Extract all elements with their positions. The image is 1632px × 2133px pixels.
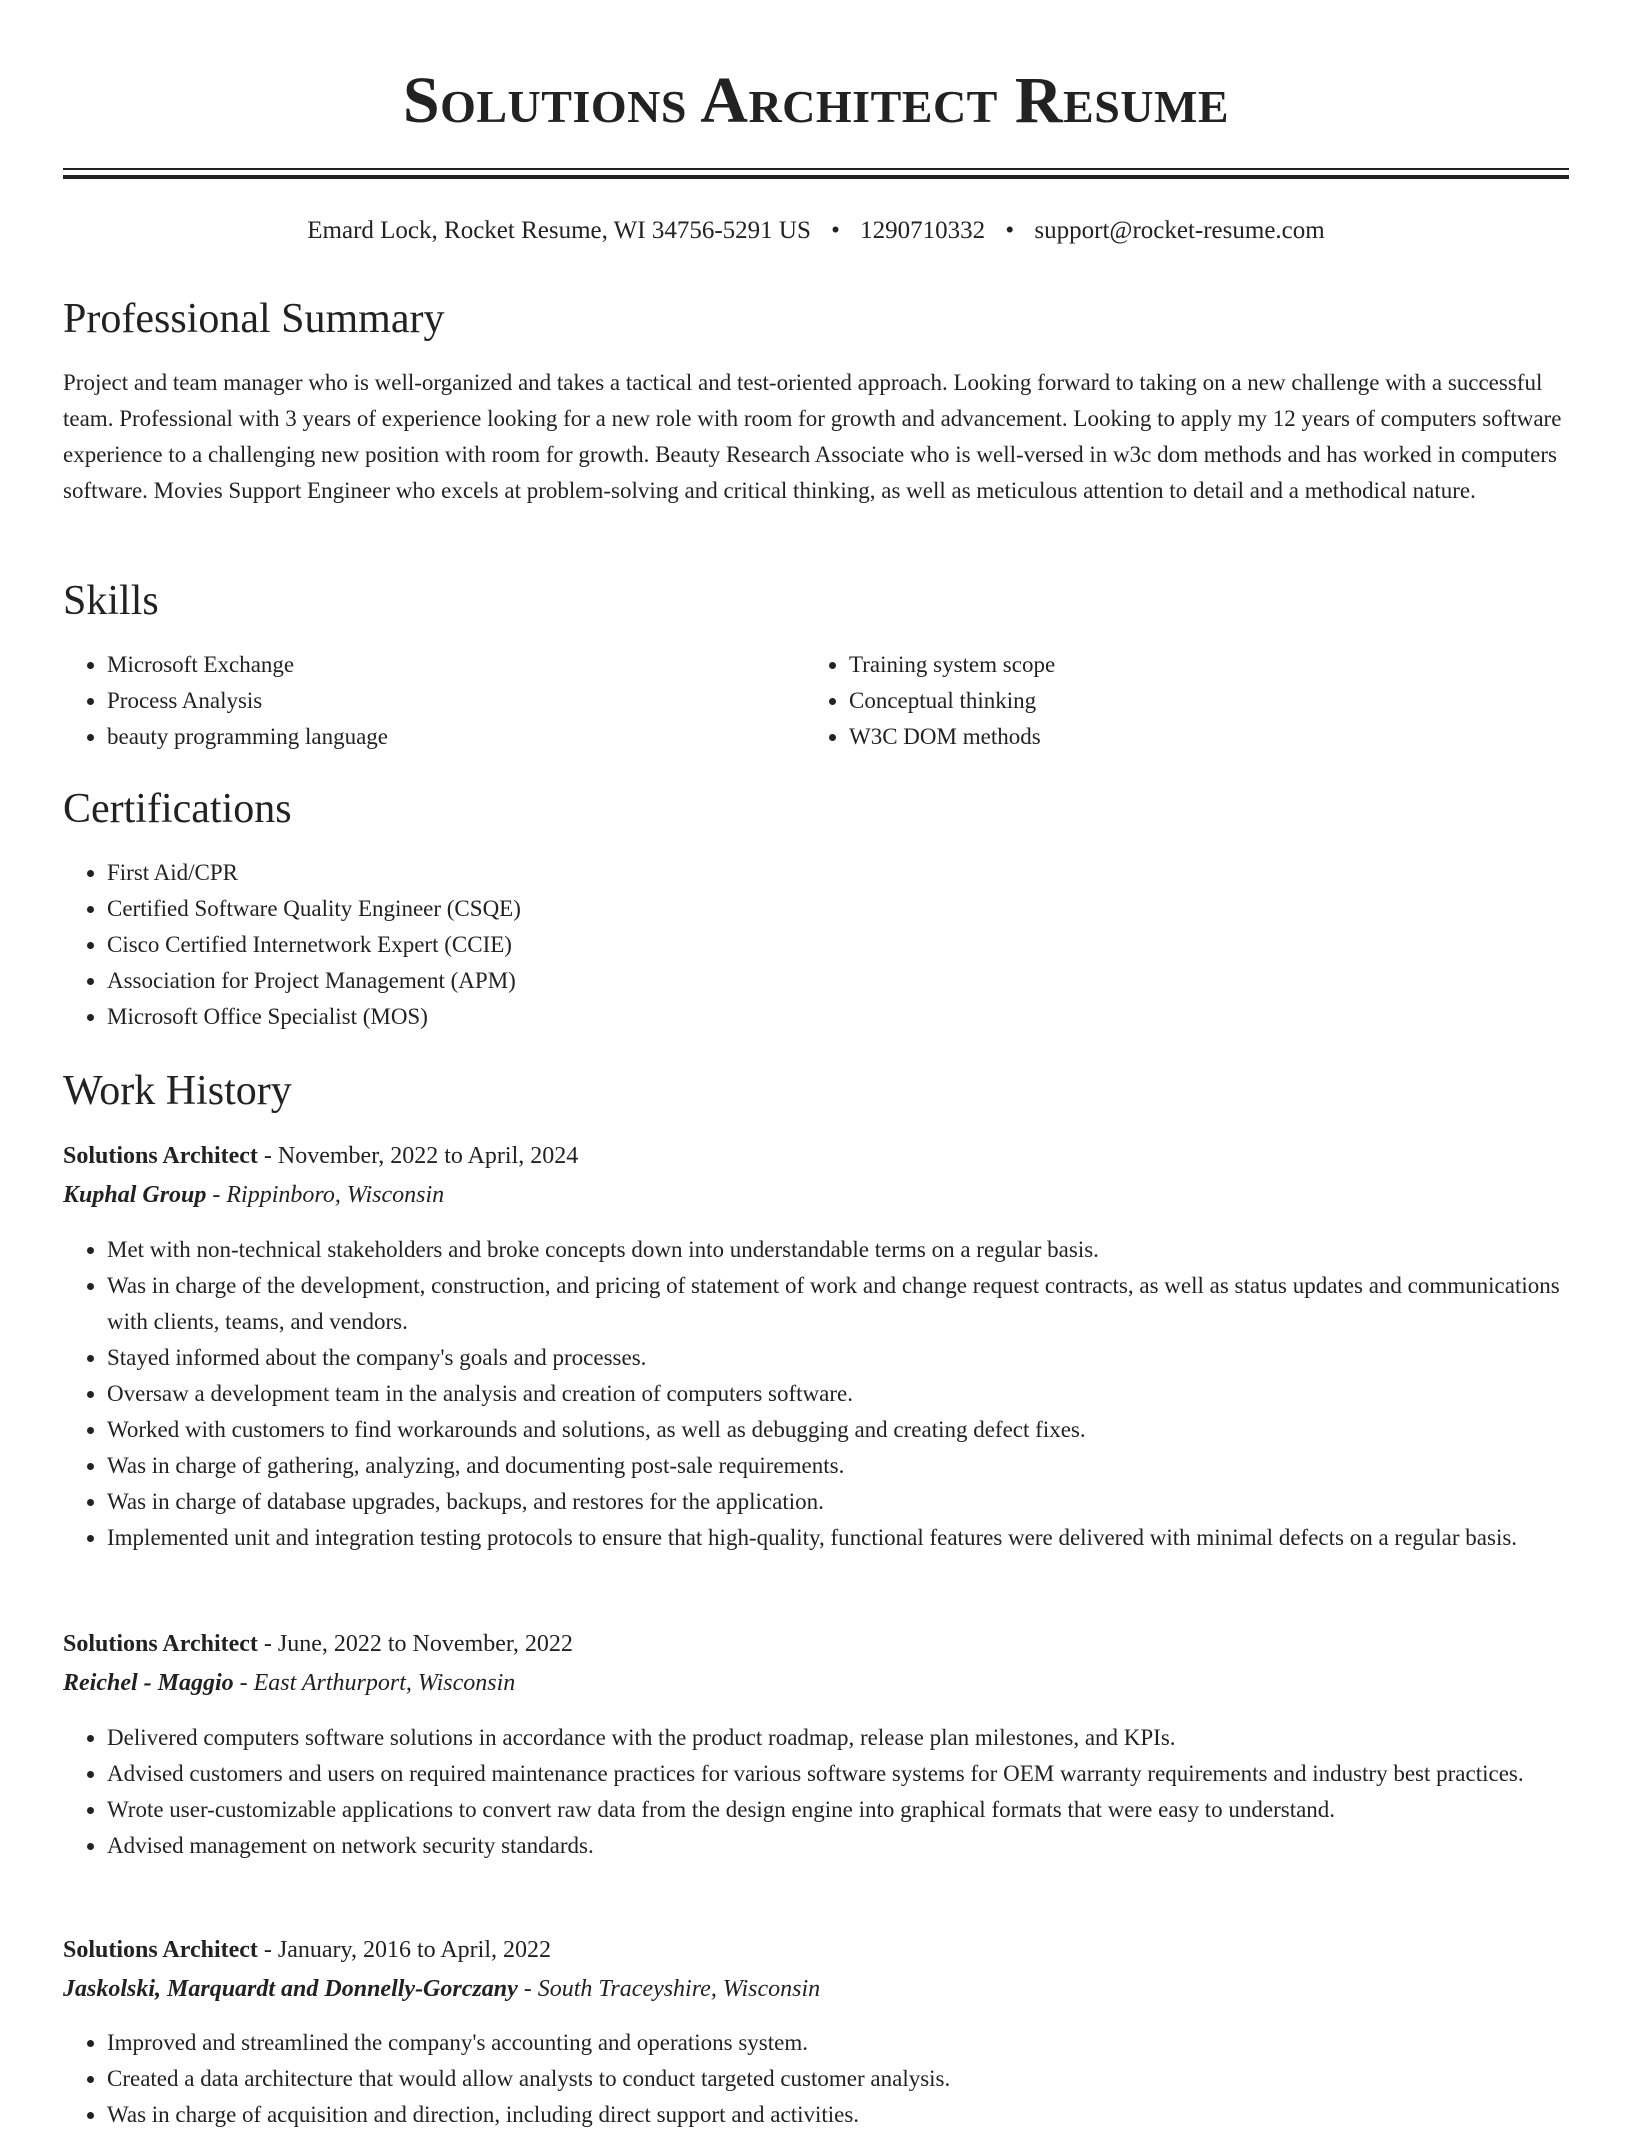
job-duty: • Created a data architecture that would allow analysts to conduct targeted customer analysis. <box>107 2061 1569 2097</box>
skill-item: • Microsoft Exchange <box>107 647 807 683</box>
job-dates: - June, 2022 to November, 2022 <box>257 1631 573 1657</box>
certification-item: • First Aid/CPR <box>107 855 1569 891</box>
job-title-line <box>63 1626 1569 1662</box>
job-title-line <box>63 1138 1569 1174</box>
job-duties-list <box>63 2025 1569 2133</box>
skill-item: • Process Analysis <box>107 683 807 719</box>
job-duties-list <box>63 1232 1569 1556</box>
contact-line <box>0 213 1632 249</box>
job-company-line <box>63 1971 1569 2007</box>
job-duty: • Oversaw a development team in the analysis and creation of computers software. <box>107 1376 1569 1412</box>
job-location: - Rippinboro, Wisconsin <box>206 1182 445 1208</box>
skills-heading: Skills <box>63 578 159 624</box>
work-history-heading: Work History <box>63 1068 292 1114</box>
job-duty: • Was in charge of database upgrades, backups, and restores for the application. <box>107 1484 1569 1520</box>
contact-phone: 1290710332 <box>860 217 986 244</box>
job-role: Solutions Architect <box>63 1631 258 1657</box>
certification-item: • Microsoft Office Specialist (MOS) <box>107 999 1569 1035</box>
job-duty: • Met with non-technical stakeholders and broke concepts down into understandable terms on a regular basis. <box>107 1232 1569 1268</box>
job-title-line <box>63 1932 1569 1968</box>
job-duty: • Delivered computers software solutions in accordance with the product roadmap, release plan milestones, and KPIs. <box>107 1720 1569 1756</box>
certification-item: • Certified Software Quality Engineer (CSQE) <box>107 891 1569 927</box>
job-duty: • Worked with customers to find workarounds and solutions, as well as debugging and creating defect fixes. <box>107 1412 1569 1448</box>
skill-item: • beauty programming language <box>107 719 807 755</box>
job-company-line <box>63 1665 1569 1701</box>
job-duty: • Advised management on network security standards. <box>107 1828 1569 1864</box>
certifications-list <box>63 855 1569 1035</box>
job-company-line <box>63 1177 1569 1213</box>
job-dates: - November, 2022 to April, 2024 <box>257 1143 579 1169</box>
skills-list-right <box>805 647 1549 755</box>
certification-item: • Cisco Certified Internetwork Expert (CCIE) <box>107 927 1569 963</box>
job-duty: • Was in charge of acquisition and direction, including direct support and activities. <box>107 2097 1569 2133</box>
contact-address: Emard Lock, Rocket Resume, WI 34756-5291 US <box>307 217 811 244</box>
title-divider-thin <box>63 168 1569 170</box>
skills-list-left <box>63 647 807 755</box>
job-location: - East Arthurport, Wisconsin <box>233 1670 516 1696</box>
skill-item: • Training system scope <box>849 647 1549 683</box>
skill-item: • W3C DOM methods <box>849 719 1549 755</box>
job-dates: - January, 2016 to April, 2022 <box>257 1937 551 1963</box>
certification-item: • Association for Project Management (APM) <box>107 963 1569 999</box>
title-divider-thick <box>63 175 1569 179</box>
job-duties-list <box>63 1720 1569 1864</box>
job-duty: • Implemented unit and integration testing protocols to ensure that high-quality, functional features were delivered with minimal defects on a regular basis. <box>107 1520 1569 1556</box>
job-duty: • Improved and streamlined the company's accounting and operations system. <box>107 2025 1569 2061</box>
contact-separator: • <box>1005 217 1015 244</box>
contact-separator: • <box>831 217 840 244</box>
contact-email: support@rocket-resume.com <box>1034 217 1325 244</box>
skill-item: • Conceptual thinking <box>849 683 1549 719</box>
job-role: Solutions Architect <box>63 1937 258 1963</box>
job-duty: • Advised customers and users on required maintenance practices for various software systems for OEM warranty requirements and industry best practices. <box>107 1756 1569 1792</box>
summary-text: Project and team manager who is well-organized and takes a tactical and test-oriented approach. Looking forward to taking on a new challenge with a successful team. Professional with 3 years of experience looking for a new role with room for growth and advancement. Looking to apply my 12 years of computers software experience to a challenging new position with room for growth. Beauty Research Associate who is well-versed in w3c dom methods and has worked in computers software. Movies Support Engineer who excels at problem-solving and critical thinking, as well as meticulous attention to detail and a methodical nature. <box>63 370 1562 503</box>
job-duty: • Was in charge of gathering, analyzing, and documenting post-sale requirements. <box>107 1448 1569 1484</box>
job-duty: • Was in charge of the development, construction, and pricing of statement of work and change request contracts, as well as status updates and communications with clients, teams, and vendors. <box>107 1268 1569 1340</box>
job-location: - South Traceyshire, Wisconsin <box>517 1976 821 2002</box>
job-duty: • Stayed informed about the company's goals and processes. <box>107 1340 1569 1376</box>
job-duty: • Wrote user-customizable applications to convert raw data from the design engine into graphical formats that were easy to understand. <box>107 1792 1569 1828</box>
certifications-heading: Certifications <box>63 786 292 832</box>
page-title: Solutions Architect Resume <box>402 64 1230 137</box>
summary-heading: Professional Summary <box>63 296 445 342</box>
job-company: Kuphal Group <box>63 1182 207 1208</box>
job-company: Reichel - Maggio <box>63 1670 234 1696</box>
job-company: Jaskolski, Marquardt and Donnelly-Gorczany <box>63 1976 518 2002</box>
job-role: Solutions Architect <box>63 1143 258 1169</box>
